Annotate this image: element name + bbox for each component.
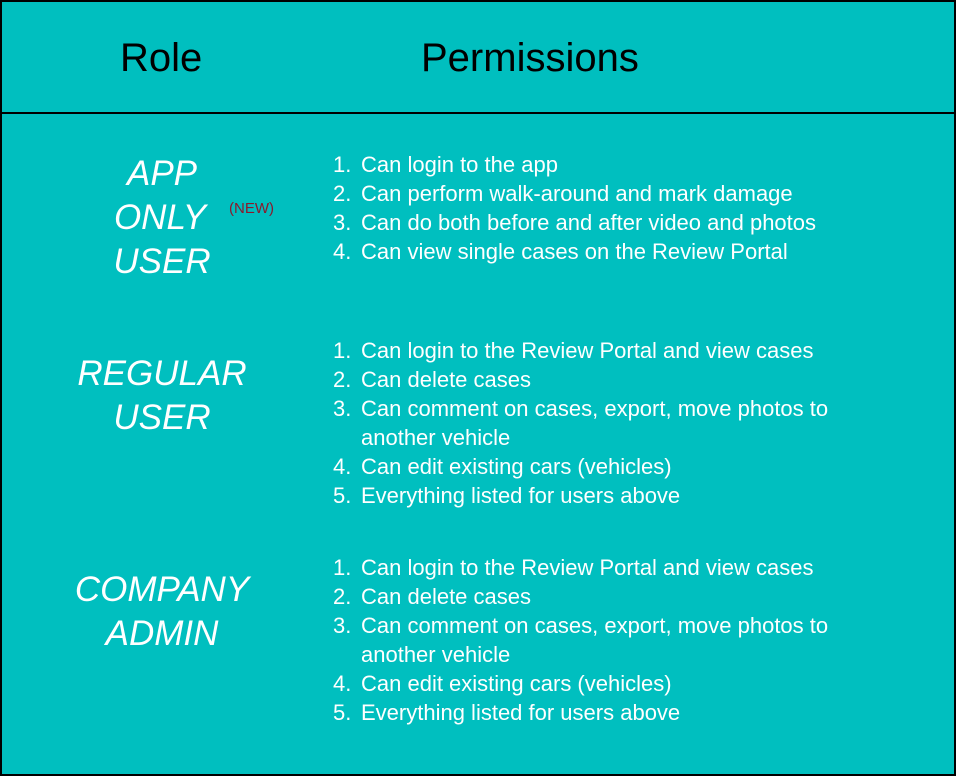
role-column-header: Role bbox=[120, 36, 203, 80]
item-number: 2. bbox=[333, 367, 352, 392]
permissions-column-header: Permissions bbox=[421, 36, 639, 80]
table-header bbox=[2, 2, 954, 114]
permission-text: Can do both before and after video and photos bbox=[361, 210, 817, 235]
permission-item bbox=[333, 179, 816, 208]
new-badge: (NEW) bbox=[229, 200, 274, 217]
permission-item bbox=[333, 365, 828, 394]
item-number: 3. bbox=[333, 396, 352, 421]
item-number: 1. bbox=[333, 338, 352, 363]
permission-text: Everything listed for users above bbox=[361, 700, 681, 725]
permission-item-continuation bbox=[333, 423, 828, 452]
permission-text: Can perform walk-around and mark damage bbox=[361, 181, 793, 206]
permission-item bbox=[333, 611, 828, 640]
permission-item bbox=[333, 208, 816, 237]
permission-text: Can delete cases bbox=[361, 367, 531, 392]
role-name-line: APP bbox=[126, 154, 198, 193]
permission-text: Can login to the app bbox=[361, 152, 558, 177]
permission-text: Can comment on cases, export, move photos to bbox=[361, 613, 829, 638]
role-name-line: USER bbox=[113, 398, 211, 437]
role-name-line: USER bbox=[113, 242, 211, 281]
permission-text: another vehicle bbox=[361, 425, 511, 450]
permission-text: Can login to the Review Portal and view cases bbox=[361, 555, 814, 580]
item-number: 1. bbox=[333, 152, 352, 177]
role-app-only-user bbox=[12, 152, 312, 284]
permission-item bbox=[333, 582, 828, 611]
item-number: 4. bbox=[333, 671, 352, 696]
permission-item bbox=[333, 669, 828, 698]
permission-list-app-only-user bbox=[333, 150, 816, 266]
permission-text: Can delete cases bbox=[361, 584, 531, 609]
item-number: 3. bbox=[333, 210, 352, 235]
permission-text: another vehicle bbox=[361, 642, 511, 667]
permission-item bbox=[333, 481, 828, 510]
permission-item bbox=[333, 394, 828, 423]
role-company-admin bbox=[12, 568, 312, 656]
role-regular-user bbox=[12, 352, 312, 440]
permission-text: Can edit existing cars (vehicles) bbox=[361, 671, 672, 696]
permission-item bbox=[333, 452, 828, 481]
permission-item bbox=[333, 553, 828, 582]
item-number: 4. bbox=[333, 239, 352, 264]
permission-list-company-admin bbox=[333, 553, 828, 727]
permission-item-continuation bbox=[333, 640, 828, 669]
permission-item bbox=[333, 150, 816, 179]
role-name-line: ONLY bbox=[113, 198, 207, 237]
permission-list-regular-user bbox=[333, 336, 828, 510]
item-number: 4. bbox=[333, 454, 352, 479]
permission-item bbox=[333, 336, 828, 365]
permission-text: Everything listed for users above bbox=[361, 483, 681, 508]
permission-item bbox=[333, 698, 828, 727]
permission-text: Can edit existing cars (vehicles) bbox=[361, 454, 672, 479]
item-number: 5. bbox=[333, 483, 352, 508]
role-name-line: ADMIN bbox=[105, 614, 219, 653]
item-number: 2. bbox=[333, 584, 352, 609]
permission-item bbox=[333, 237, 816, 266]
item-number: 2. bbox=[333, 181, 352, 206]
item-number: 3. bbox=[333, 613, 352, 638]
item-number: 1. bbox=[333, 555, 352, 580]
permission-text: Can login to the Review Portal and view cases bbox=[361, 338, 814, 363]
permission-text: Can view single cases on the Review Portal bbox=[361, 239, 788, 264]
role-name-line: REGULAR bbox=[77, 354, 247, 393]
item-number: 5. bbox=[333, 700, 352, 725]
role-name-line: COMPANY bbox=[74, 570, 250, 609]
permission-text: Can comment on cases, export, move photos to bbox=[361, 396, 829, 421]
